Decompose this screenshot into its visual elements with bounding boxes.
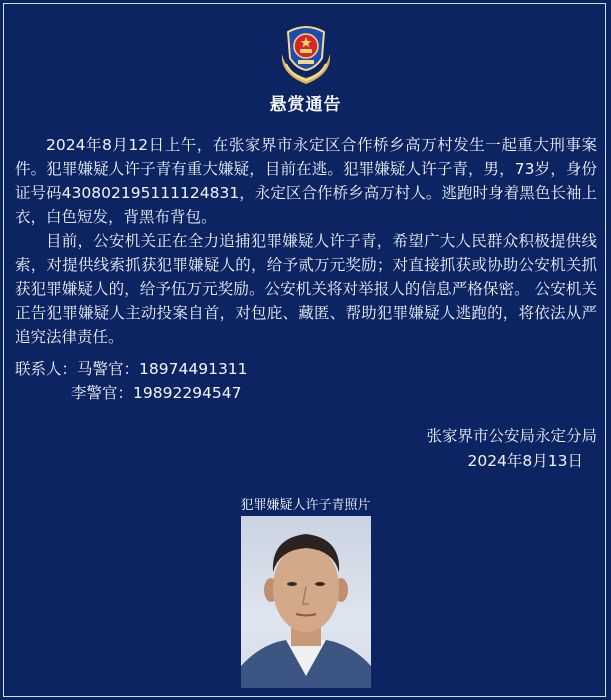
issuer: 张家界市公安局永定分局 bbox=[426, 427, 597, 445]
contact-phone: 19892294547 bbox=[133, 384, 242, 402]
signature bbox=[426, 424, 597, 474]
photo-caption: 犯罪嫌疑人许子青照片 bbox=[240, 498, 371, 513]
paragraph-reward: 目前，公安机关正在全力追捕犯罪嫌疑人许子青，希望广大人民群众积极提供线索，对提供线索抓获犯罪嫌疑人的，给予贰万元奖励；对直接抓获或协助公安机关抓获犯罪嫌疑人的，给予伍万元奖励。公安机关将对举报人的信息严格保密。 公安机关正告犯罪嫌疑人主动投案自首，对包庇、藏匿、帮助犯罪嫌疑人逃跑的，将依法从严追究法律责任。 bbox=[15, 232, 597, 346]
issue-date: 2024年8月13日 bbox=[467, 452, 583, 470]
suspect-photo bbox=[241, 516, 371, 688]
contact-name: 马警官 bbox=[77, 360, 124, 378]
colon: ： bbox=[117, 384, 134, 402]
notice-body bbox=[15, 133, 597, 349]
contact-phone: 18974491311 bbox=[139, 360, 248, 378]
police-emblem-icon bbox=[276, 24, 336, 86]
contact-name: 李警官 bbox=[71, 384, 118, 402]
contact-row bbox=[15, 381, 248, 405]
paragraph-incident: 2024年8月12日上午，在张家界市永定区合作桥乡高万村发生一起重大刑事案件。犯罪嫌疑人许子青有重大嫌疑，目前在逃。犯罪嫌疑人许子青，男，73岁，身份证号码430802195111124831，永定区合作桥乡高万村人。逃跑时身着黑色长袖上衣，白色短发，背黑布背包。 bbox=[15, 136, 597, 226]
colon: ： bbox=[123, 360, 140, 378]
page-title: 悬赏通告 bbox=[269, 95, 342, 115]
contacts-label: 联系人： bbox=[15, 360, 78, 378]
contacts bbox=[15, 357, 248, 405]
contact-row bbox=[15, 357, 248, 381]
